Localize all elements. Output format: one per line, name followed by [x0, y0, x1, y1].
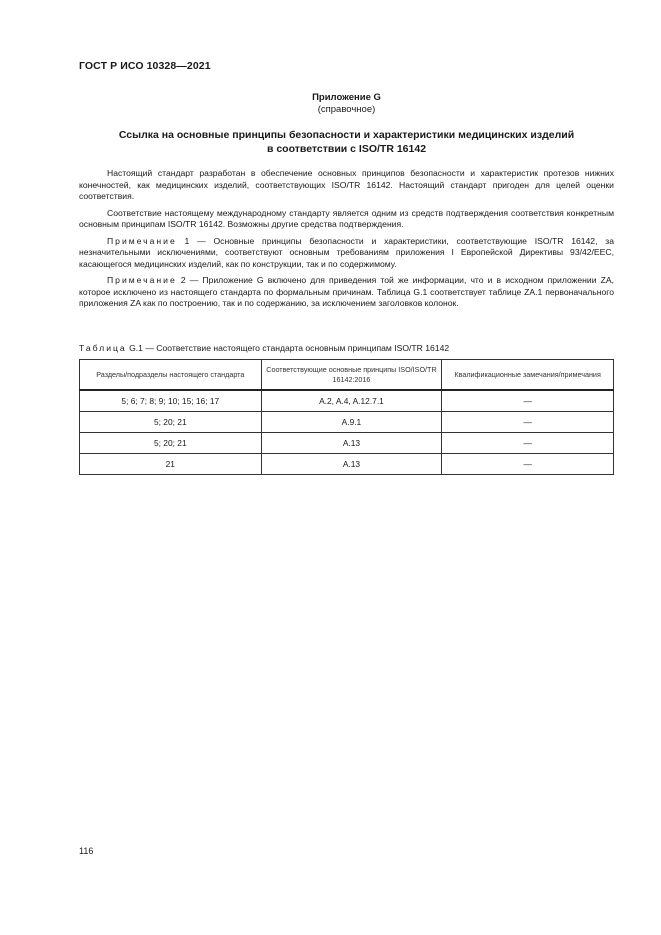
- note-2-label: Примечание: [107, 275, 177, 285]
- table-row: [80, 454, 614, 475]
- note-2: [79, 275, 614, 310]
- cell-principles: A.13: [261, 454, 442, 475]
- note-1-text: 1 — Основные принципы безопасности и характеристики, соответствующие ISO/TR 16142, за незначительными исключениями, соответствуют основным требованиям приложения I Европейской Директивы 93/42/ЕЕС, касающегося медицинских изделий, как по конструкции, так и по содержимому.: [79, 235, 614, 269]
- table-row: [80, 412, 614, 433]
- cell-principles: A.2, A.4, A.12.7.1: [261, 390, 442, 412]
- header-principles: Соответствующие основные принципы ISO/ISO/TR 16142:2016: [261, 360, 442, 391]
- cell-remarks: —: [442, 390, 614, 412]
- cell-remarks: —: [442, 433, 614, 454]
- cell-sections: 21: [80, 454, 262, 475]
- cell-sections: 5; 20; 21: [80, 433, 262, 454]
- paragraph-2: Соответствие настоящему международному стандарту является одним из средств подтверждения соответствия конкретным основным принципам ISO/TR 16142. Возможны другие средства подтверждения.: [79, 207, 614, 229]
- cell-remarks: —: [442, 454, 614, 475]
- body-text: [79, 168, 614, 315]
- table-caption-label: Таблица: [79, 343, 127, 353]
- section-heading-line1: Ссылка на основные принципы безопасности и характеристики медицинских изделий: [118, 129, 575, 141]
- table-row: [80, 433, 614, 454]
- note-1: [79, 236, 614, 271]
- header-sections: Разделы/подразделы настоящего стандарта: [80, 360, 262, 391]
- cell-principles: A.9.1: [261, 412, 442, 433]
- table-header-row: [80, 360, 614, 391]
- paragraph-1: Настоящий стандарт разработан в обеспечение основных принципов безопасности и характеристик протезов нижних конечностей, как медицинских изделий, соответствующих ISO/TR 16142. Настоящий стандарт пригоден для целей оценки соответствия.: [79, 168, 614, 201]
- table-caption: [79, 343, 449, 353]
- header-remarks: Квалификационные замечания/примечания: [442, 360, 614, 391]
- table-caption-text: G.1 — Соответствие настоящего стандарта основным принципам ISO/TR 16142: [126, 343, 450, 353]
- annex-title: Приложение G: [312, 92, 381, 103]
- correspondence-table: [79, 359, 614, 475]
- section-heading: [79, 128, 614, 156]
- table-row: [80, 390, 614, 412]
- standard-designation: ГОСТ Р ИСО 10328—2021: [79, 60, 211, 72]
- cell-principles: A.13: [261, 433, 442, 454]
- section-heading-line2: в соответствии с ISO/TR 16142: [266, 143, 427, 155]
- cell-sections: 5; 6; 7; 8; 9; 10; 15; 16; 17: [80, 390, 262, 412]
- cell-remarks: —: [442, 412, 614, 433]
- note-1-label: Примечание: [107, 235, 177, 246]
- annex-subtitle: (справочное): [317, 104, 376, 115]
- cell-sections: 5; 20; 21: [80, 412, 262, 433]
- page-number: 116: [79, 846, 94, 856]
- note-2-text: 2 — Приложение G включено для приведения той же информации, что и в исходном приложении ZA, которое исключено из настоящего стандарта по формальным причинам. Таблица G.1 соответствует таблице ZA.1 первоначального приложения ZA как по построению, так и по содержанию, за исключением заголовков колонок.: [79, 275, 614, 308]
